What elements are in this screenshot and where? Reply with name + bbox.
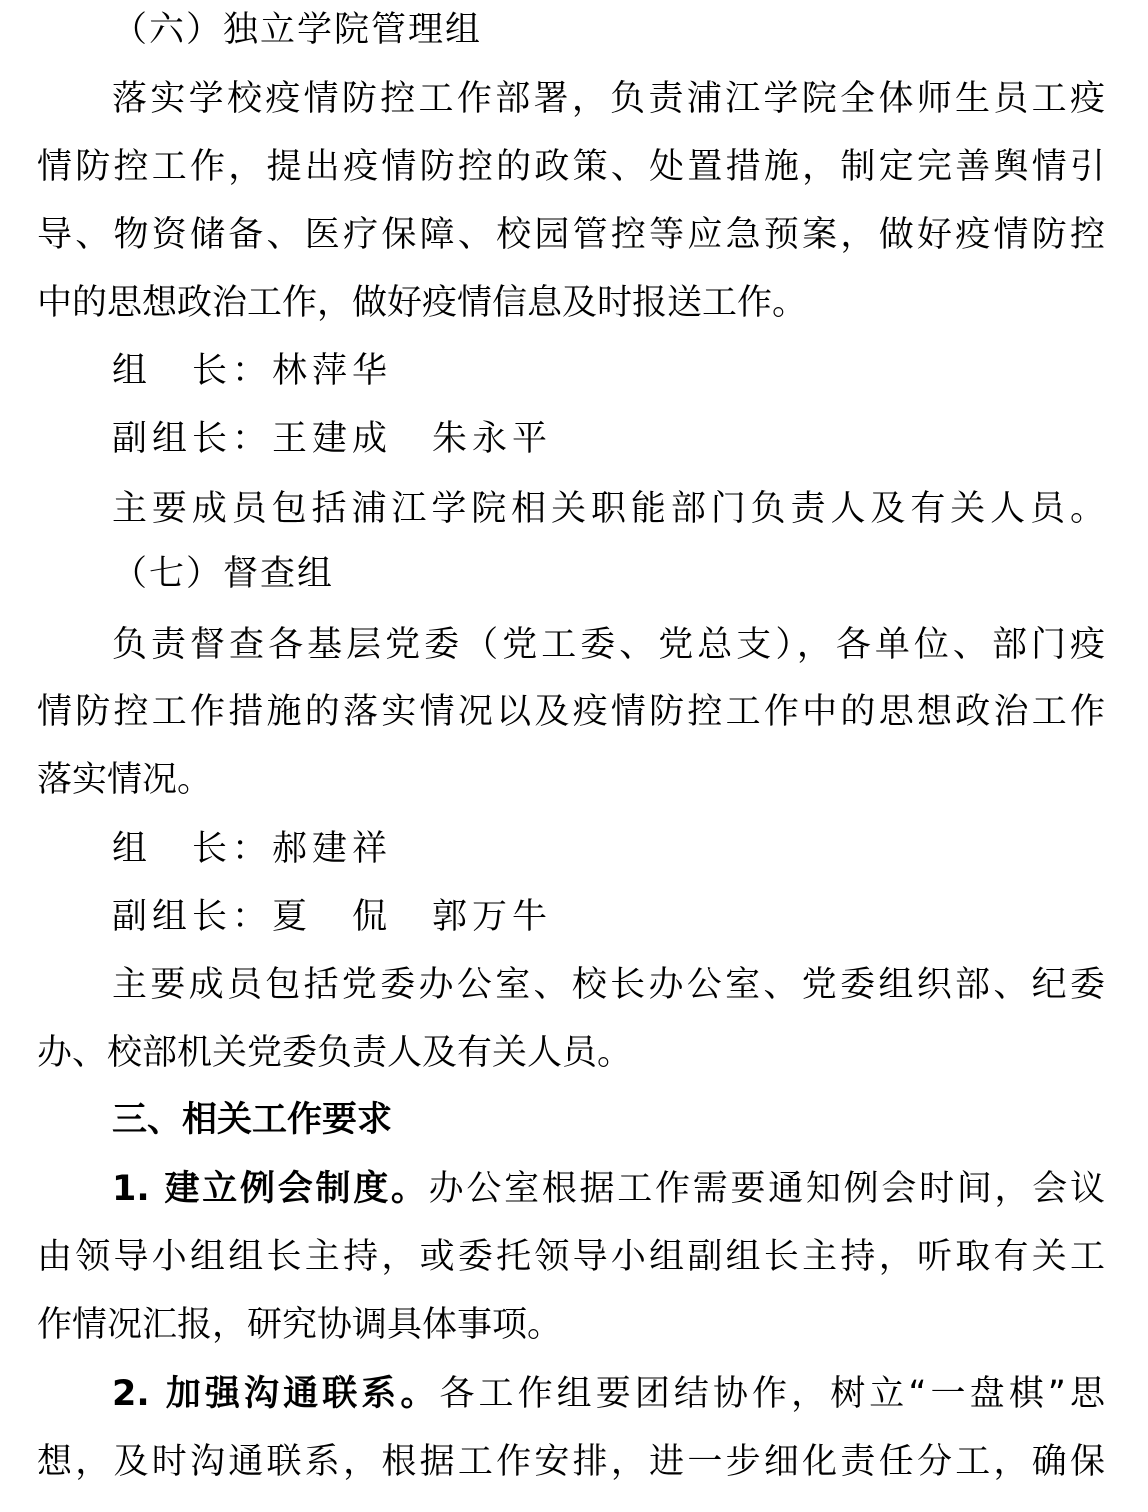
section-6-para-line-2: 情防控工作，提出疫情防控的政策、处置措施，制定完善舆情引: [37, 147, 1105, 187]
section-6-para-line-1: 落实学校疫情防控工作部署，负责浦江学院全体师生员工疫: [112, 79, 1105, 119]
section-6-deputy: 副组长：王建成 朱永平: [112, 419, 553, 459]
item-1-line-3: 作情况汇报，研究协调具体事项。: [37, 1305, 563, 1345]
item-2-title: 2. 加强沟通联系。: [112, 1374, 440, 1414]
item-1-line-1: [112, 1161, 1105, 1217]
section-6-heading: （六）独立学院管理组: [112, 10, 483, 50]
section-6-members: 主要成员包括浦江学院相关职能部门负责人及有关人员。: [112, 489, 1105, 529]
section-7-members-line-2: 办、校部机关党委负责人及有关人员。: [37, 1033, 633, 1073]
item-1-title: 1. 建立例会制度。: [112, 1169, 429, 1209]
section-6-leader: 组 长：林萍华: [112, 351, 393, 391]
item-2-line-2: 想，及时沟通联系，根据工作安排，进一步细化责任分工，确保: [37, 1442, 1105, 1482]
section-7-para-line-3: 落实情况。: [37, 760, 213, 800]
section-7-heading: （七）督查组: [112, 554, 335, 594]
section-7-deputy: 副组长：夏 侃 郭万牛: [112, 897, 553, 937]
section-7-para-line-1: 负责督查各基层党委（党工委、党总支），各单位、部门疫: [112, 625, 1105, 665]
section-7-para-line-2: 情防控工作措施的落实情况以及疫情防控工作中的思想政治工作: [37, 692, 1105, 732]
item-1-line-2: 由领导小组组长主持，或委托领导小组副组长主持，听取有关工: [37, 1237, 1105, 1277]
section-3-heading: 三、相关工作要求: [112, 1100, 393, 1140]
section-6-para-line-3: 导、物资储备、医疗保障、校园管控等应急预案，做好疫情防控: [37, 215, 1105, 255]
section-7-members-line-1: 主要成员包括党委办公室、校长办公室、党委组织部、纪委: [112, 965, 1105, 1005]
item-2-line-1-text: 各工作组要团结协作，树立“一盘棋”思: [439, 1374, 1105, 1414]
section-6-para-line-4: 中的思想政治工作，做好疫情信息及时报送工作。: [37, 283, 808, 323]
section-7-leader: 组 长：郝建祥: [112, 829, 393, 869]
item-1-line-1-text: 办公室根据工作需要通知例会时间，会议: [428, 1169, 1105, 1209]
item-2-line-1: [112, 1366, 1105, 1422]
